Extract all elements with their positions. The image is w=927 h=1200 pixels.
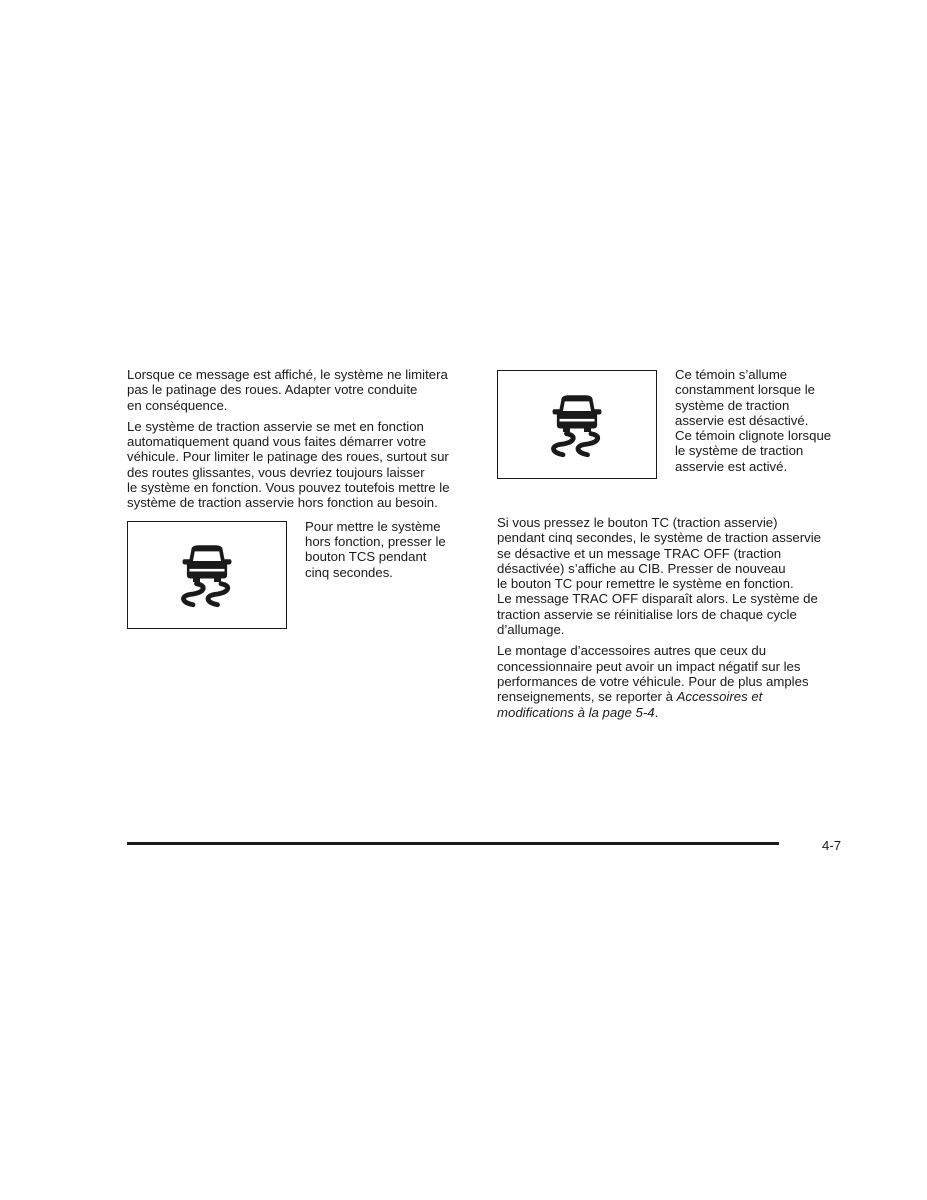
text-line: Ce témoin clignote lorsque: [675, 428, 832, 444]
text-line: Le système de traction asservie se met en fonction: [127, 418, 424, 434]
traction-paragraph: [127, 419, 472, 511]
traction-control-icon: [172, 537, 242, 613]
text-line: [497, 689, 842, 704]
text-line: performances de votre véhicule. Pour de plus amples: [497, 673, 809, 689]
figure-row: [127, 519, 472, 631]
text-line: asservie est désactivé.: [675, 412, 809, 428]
text-fragment: renseignements, se reporter à: [497, 689, 677, 705]
figure-row: [497, 367, 842, 515]
text-line: hors fonction, presser le: [305, 533, 446, 549]
traction-control-icon: [542, 387, 612, 463]
text-line: Ce témoin s’allume: [675, 367, 788, 382]
text-line: Lorsque ce message est affiché, le système ne limitera: [127, 367, 448, 382]
icon-frame: [127, 521, 287, 629]
text-line: système de traction asservie hors fonction au besoin.: [127, 495, 438, 511]
text-line: automatiquement quand vous faites démarrer votre: [127, 434, 427, 450]
text-line: pas le patinage des roues. Adapter votre conduite: [127, 382, 418, 398]
text-line: le système de traction: [675, 443, 804, 459]
text-line: traction asservie se réinitialise lors de chaque cycle: [497, 606, 797, 622]
cross-reference-link[interactable]: Accessoires et: [676, 689, 763, 705]
text-line: [497, 705, 842, 720]
intro-paragraph: [127, 367, 472, 413]
right-column: [497, 367, 842, 726]
text-line: cinq secondes.: [305, 564, 393, 580]
text-line: pendant cinq secondes, le système de traction asservie: [497, 530, 822, 546]
text-line: véhicule. Pour limiter le patinage des roues, surtout sur: [127, 449, 449, 465]
text-line: le bouton TC pour remettre le système en fonction.: [497, 576, 794, 592]
page-number: 4-7: [822, 838, 842, 853]
footer-rule: [127, 842, 779, 845]
text-line: constamment lorsque le: [675, 382, 816, 398]
text-line: le système en fonction. Vous pouvez toutefois mettre le: [127, 480, 450, 496]
icon-frame: [497, 370, 657, 479]
text-line: des routes glissantes, vous devriez toujours laisser: [127, 464, 425, 480]
text-line: Si vous pressez le bouton TC (traction asservie): [497, 515, 778, 530]
figure-caption: [305, 519, 446, 580]
text-line: en conséquence.: [127, 397, 228, 413]
text-line: Le message TRAC OFF disparaît alors. Le système de: [497, 591, 818, 607]
text-line: Pour mettre le système: [305, 518, 441, 534]
text-line: Le montage d’accessoires autres que ceux du: [497, 643, 767, 659]
accessories-paragraph: [497, 643, 842, 719]
text-fragment: .: [654, 704, 659, 720]
text-line: désactivée) s’affiche au CIB. Presser de nouveau: [497, 560, 786, 576]
text-line: d’allumage.: [497, 622, 565, 638]
text-line: se désactive et un message TRAC OFF (traction: [497, 545, 782, 561]
text-line: asservie est activé.: [675, 458, 788, 474]
tc-button-paragraph: [497, 515, 842, 637]
text-line: système de traction: [675, 397, 790, 413]
text-line: concessionnaire peut avoir un impact négatif sur les: [497, 658, 801, 674]
text-line: bouton TCS pendant: [305, 549, 427, 565]
left-column: [127, 367, 472, 631]
figure-caption: [675, 367, 831, 474]
cross-reference-link[interactable]: modifications à la page 5-4: [497, 704, 655, 720]
